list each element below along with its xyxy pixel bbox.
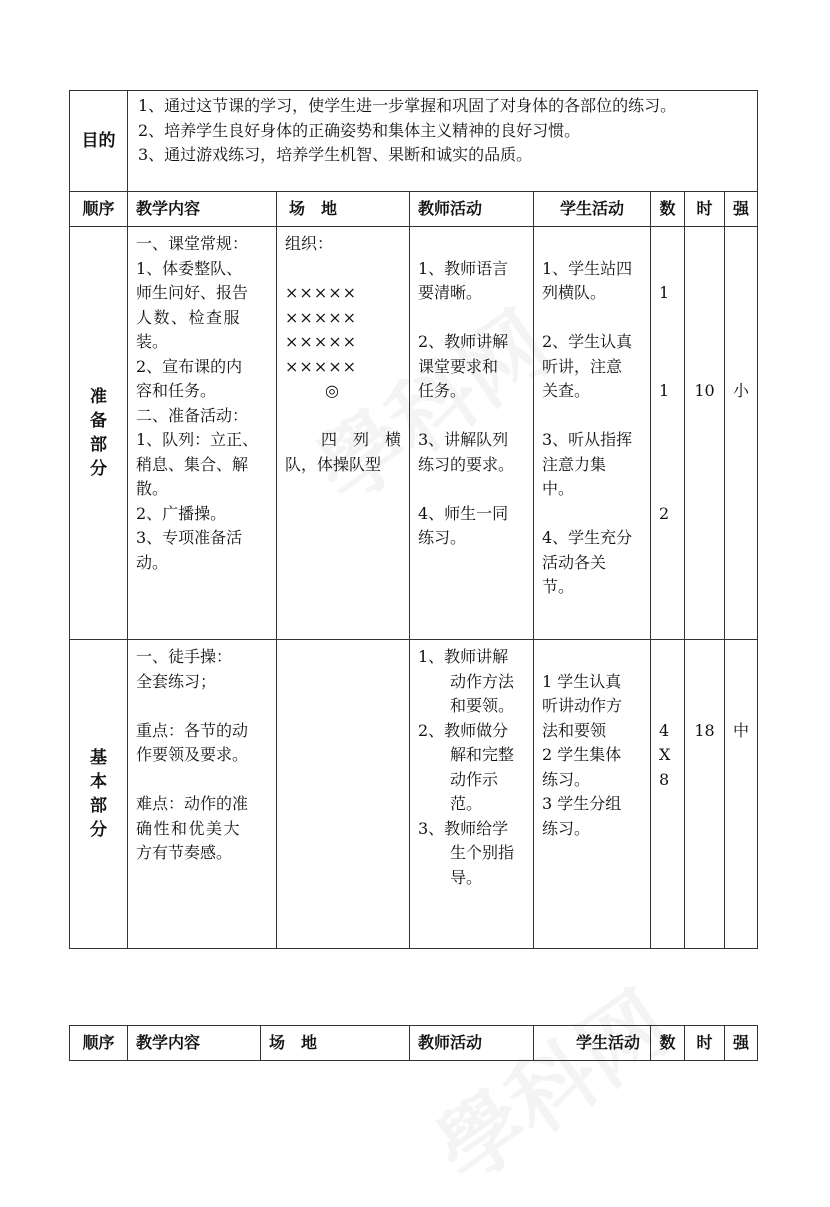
prep-student: 1、学生站四 列横队。 2、学生认真 听讲，注意 关查。 3、听从指挥 注意力集 中。 4、学生充分 活动各关 节。 <box>534 227 651 640</box>
lesson-table <box>69 90 758 949</box>
header-venue: 场 地 <box>261 1026 410 1061</box>
header-order: 顺序 <box>70 1026 128 1061</box>
header-student: 学生活动 <box>534 1026 651 1061</box>
header-teacher: 教师活动 <box>410 1026 534 1061</box>
objective-line: 1、通过这节课的学习，使学生进一步掌握和巩固了对身体的各部位的练习。 <box>138 96 677 115</box>
formation-row: ××××× <box>285 332 358 351</box>
header-order: 顺序 <box>70 192 128 227</box>
prep-count: 1 1 2 <box>651 227 685 640</box>
header-intensity: 强 <box>725 1026 758 1061</box>
watermark <box>408 957 690 1207</box>
header-count: 数 <box>651 1026 685 1061</box>
venue-note: 队，体操队型 <box>285 454 382 474</box>
prep-time: 10 <box>685 227 725 640</box>
prep-intensity: 小 <box>725 227 758 640</box>
formation-row: ××××× <box>285 307 358 327</box>
header-time: 时 <box>685 192 725 227</box>
header-content: 教学内容 <box>128 192 277 227</box>
prep-row <box>70 227 758 640</box>
basic-label: 基 本 部 分 <box>70 640 128 949</box>
header-venue: 场 地 <box>277 192 410 227</box>
basic-row <box>70 640 758 949</box>
basic-teacher: 1、教师讲解 动作方法 和要领。 2、教师做分 解和完整 动作示 范。 3、教师给学 生个别指 导。 <box>410 640 534 949</box>
header-student: 学生活动 <box>534 192 651 227</box>
basic-intensity: 中 <box>725 640 758 949</box>
continuation-header-row <box>70 1026 758 1061</box>
header-count: 数 <box>651 192 685 227</box>
objectives-label: 目的 <box>70 91 128 192</box>
header-intensity: 强 <box>725 192 758 227</box>
objective-line: 2、培养学生良好身体的正确姿势和集体主义精神的良好习惯。 <box>138 120 581 140</box>
header-row <box>70 192 758 227</box>
basic-count: 4 X 8 <box>651 640 685 949</box>
prep-label: 准 备 部 分 <box>70 227 128 640</box>
prep-content: 一、课堂常规： 1、体委整队、 师生问好、报告 人数、检查服 装。 2、宣布课的内 容和任务。 二、准备活动： 1、队列：立正、 稍息、集合、解 散。 2、广播操。 3、专项准备活 动。 <box>128 227 277 640</box>
header-content: 教学内容 <box>128 1026 261 1061</box>
basic-content: 一、徒手操： 全套练习； 重点：各节的动 作要领及要求。 难点：动作的准 确性和优美大 方有节奏感。 <box>128 640 277 949</box>
basic-student: 1 学生认真 听讲动作方 法和要领 2 学生集体 练习。 3 学生分组 练习。 <box>534 640 651 949</box>
prep-teacher: 1、教师语言 要清晰。 2、教师讲解 课堂要求和 任务。 3、讲解队列 练习的要求。 4、师生一同 练习。 <box>410 227 534 640</box>
venue-title: 组织： <box>285 234 334 253</box>
prep-venue <box>277 227 410 640</box>
continuation-header-table <box>69 1025 758 1061</box>
formation-row: ××××× <box>285 283 358 302</box>
objective-line: 3、通过游戏练习，培养学生机智、果断和诚实的品质。 <box>138 145 533 164</box>
formation-row: ××××× <box>285 356 358 376</box>
basic-time: 18 <box>685 640 725 949</box>
objectives-row <box>70 91 758 192</box>
objectives-text <box>128 91 758 192</box>
teacher-position-icon: ◎ <box>325 381 339 400</box>
header-teacher: 教师活动 <box>410 192 534 227</box>
header-time: 时 <box>685 1026 725 1061</box>
venue-note: 四 列 横 <box>321 430 402 449</box>
basic-venue <box>277 640 410 949</box>
